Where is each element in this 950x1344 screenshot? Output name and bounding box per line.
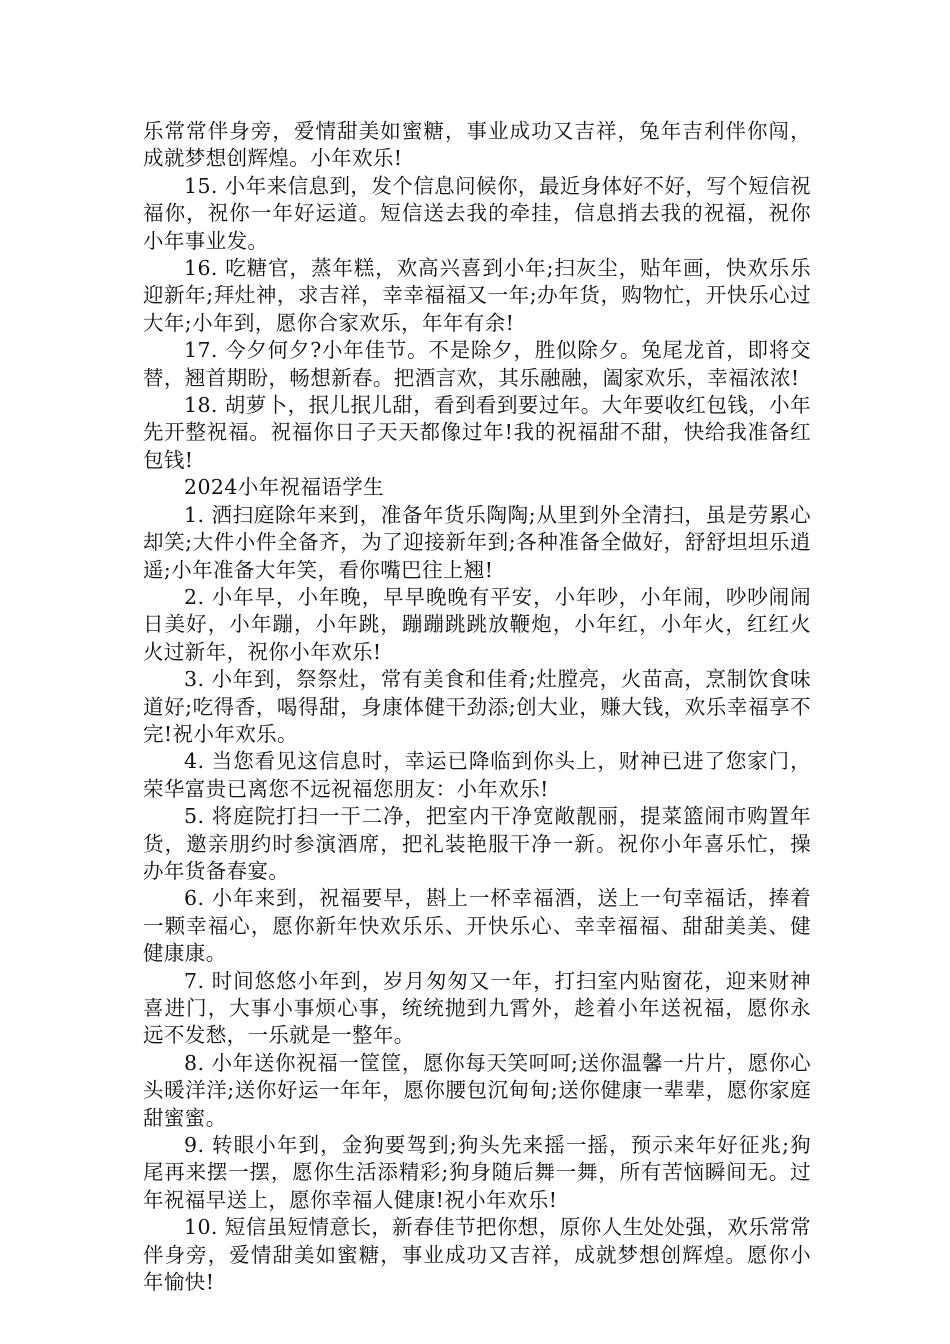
document-page: [143, 118, 811, 1296]
paragraph-9: 9. 转眼小年到，金狗要驾到;狗头先来摇一摇，预示来年好征兆;狗尾再来摆一摆，愿你生活添精彩;狗身随后舞一舞，所有苦恼瞬间无。过年祝福早送上，愿你幸福人健康!祝小年欢乐!: [143, 1133, 811, 1212]
paragraph-6: 6. 小年来到，祝福要早，斟上一杯幸福酒，送上一句幸福话，捧着一颗幸福心，愿你新年快欢乐乐、开快乐心、幸幸福福、甜甜美美、健健康康。: [143, 886, 811, 966]
paragraph-2: 2. 小年早，小年晚，早早晚晚有平安，小年吵，小年闹，吵吵闹闹日美好，小年蹦，小年跳，蹦蹦跳跳放鞭炮，小年红，小年火，红红火火过新年，祝你小年欢乐!: [143, 584, 811, 664]
section-heading: 2024小年祝福语学生: [184, 475, 385, 500]
paragraph-8: 8. 小年送你祝福一筐筐，愿你每天笑呵呵;送你温馨一片片，愿你心头暖洋洋;送你好运一年年，愿你腰包沉甸甸;送你健康一辈辈，愿你家庭甜蜜蜜。: [143, 1050, 811, 1130]
paragraph-16: 16. 吃糖官，蒸年糕，欢高兴喜到小年;扫灰尘，贴年画，快欢乐乐迎新年;拜灶神，求吉祥，幸幸福福又一年;办年货，购物忙，开快乐心过大年;小年到，愿你合家欢乐，年年有余!: [143, 256, 811, 335]
paragraph-7: 7. 时间悠悠小年到，岁月匆匆又一年，打扫室内贴窗花，迎来财神喜进门，大事小事烦心事，统统抛到九霄外，趁着小年送祝福，愿你永远不发愁，一乐就是一整年。: [143, 968, 811, 1048]
paragraph-15: 15. 小年来信息到，发个信息问候你，最近身体好不好，写个短信祝福你，祝你一年好运道。短信送去我的牵挂，信息捎去我的祝福，祝你小年事业发。: [143, 173, 811, 253]
paragraph-17: 17. 今夕何夕?小年佳节。不是除夕，胜似除夕。兔尾龙首，即将交替，翘首期盼，畅想新春。把酒言欢，其乐融融，阖家欢乐，幸福浓浓!: [143, 338, 811, 390]
paragraph-10: 10. 短信虽短情意长，新春佳节把你想，原你人生处处强，欢乐常常伴身旁，爱情甜美如蜜糖，事业成功又吉祥，成就梦想创辉煌。愿你小年愉快!: [143, 1215, 811, 1295]
paragraph-1: 1. 洒扫庭除年来到，准备年货乐陶陶;从里到外全清扫，虽是劳累心却笑;大件小件全备齐，为了迎接新年到;各种准备全做好，舒舒坦坦乐逍遥;小年准备大年笑，看你嘴巴往上翘!: [143, 502, 811, 582]
paragraph-3: 3. 小年到，祭祭灶，常有美食和佳肴;灶膛亮，火苗高，烹制饮食味道好;吃得香，喝得甜，身康体健干劲添;创大业，赚大钱，欢乐幸福享不完!祝小年欢乐。: [143, 667, 811, 746]
paragraph-continuation: 乐常常伴身旁，爱情甜美如蜜糖，事业成功又吉祥，兔年吉利伴你闯，成就梦想创辉煌。小年欢乐!: [143, 119, 811, 171]
paragraph-5: 5. 将庭院打扫一干二净，把室内干净宽敞靓丽，提菜篮闹市购置年货，邀亲朋约时参演酒席，把礼装艳服干净一新。祝你小年喜乐忙，操办年货备春宴。: [143, 804, 811, 883]
paragraph-4: 4. 当您看见这信息时，幸运已降临到你头上，财神已进了您家门，荣华富贵已离您不远祝福您朋友：小年欢乐!: [143, 749, 811, 801]
paragraph-18: 18. 胡萝卜，抿儿抿儿甜，看到看到要过年。大年要收红包钱，小年先开整祝福。祝福你日子天天都像过年!我的祝福甜不甜，快给我准备红包钱!: [143, 393, 811, 472]
